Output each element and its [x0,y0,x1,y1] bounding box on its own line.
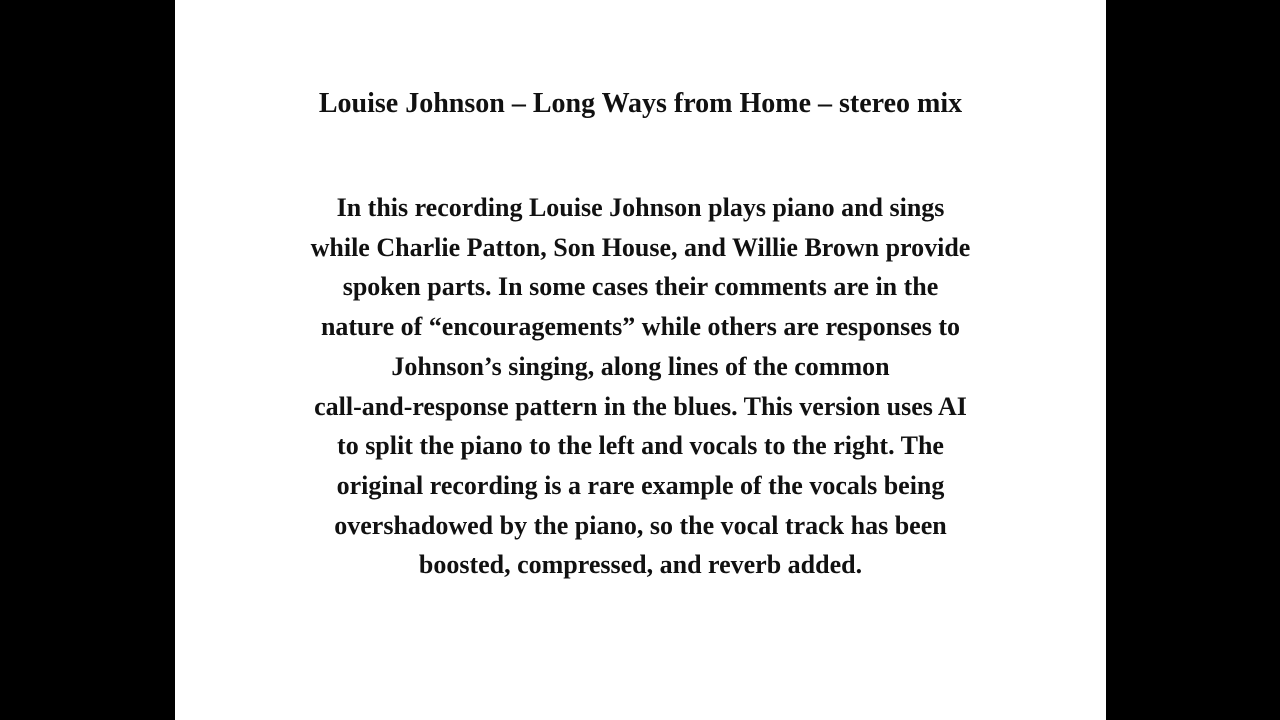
body-line: spoken parts. In some cases their comments are in the [342,272,939,302]
body-line: In this recording Louise Johnson plays piano and sings [336,193,945,222]
body-line: call-and-response pattern in the blues. This version uses AI [314,391,967,421]
body-line: Johnson’s singing, along lines of the common [391,351,890,381]
slide-body-text [235,188,1046,585]
body-line: boosted, compressed, and reverb added. [418,550,863,580]
body-line: while Charlie Patton, Son House, and Willie Brown provide [310,232,971,262]
body-line: original recording is a rare example of the vocals being [336,470,945,500]
slide-panel [175,0,1106,720]
body-line: overshadowed by the piano, so the vocal track has been [334,510,947,540]
body-line: to split the piano to the left and vocals to the right. The [337,431,944,461]
body-line: nature of “encouragements” while others are responses to [320,312,961,342]
slide-title: Louise Johnson – Long Ways from Home – stereo mix [318,88,963,119]
